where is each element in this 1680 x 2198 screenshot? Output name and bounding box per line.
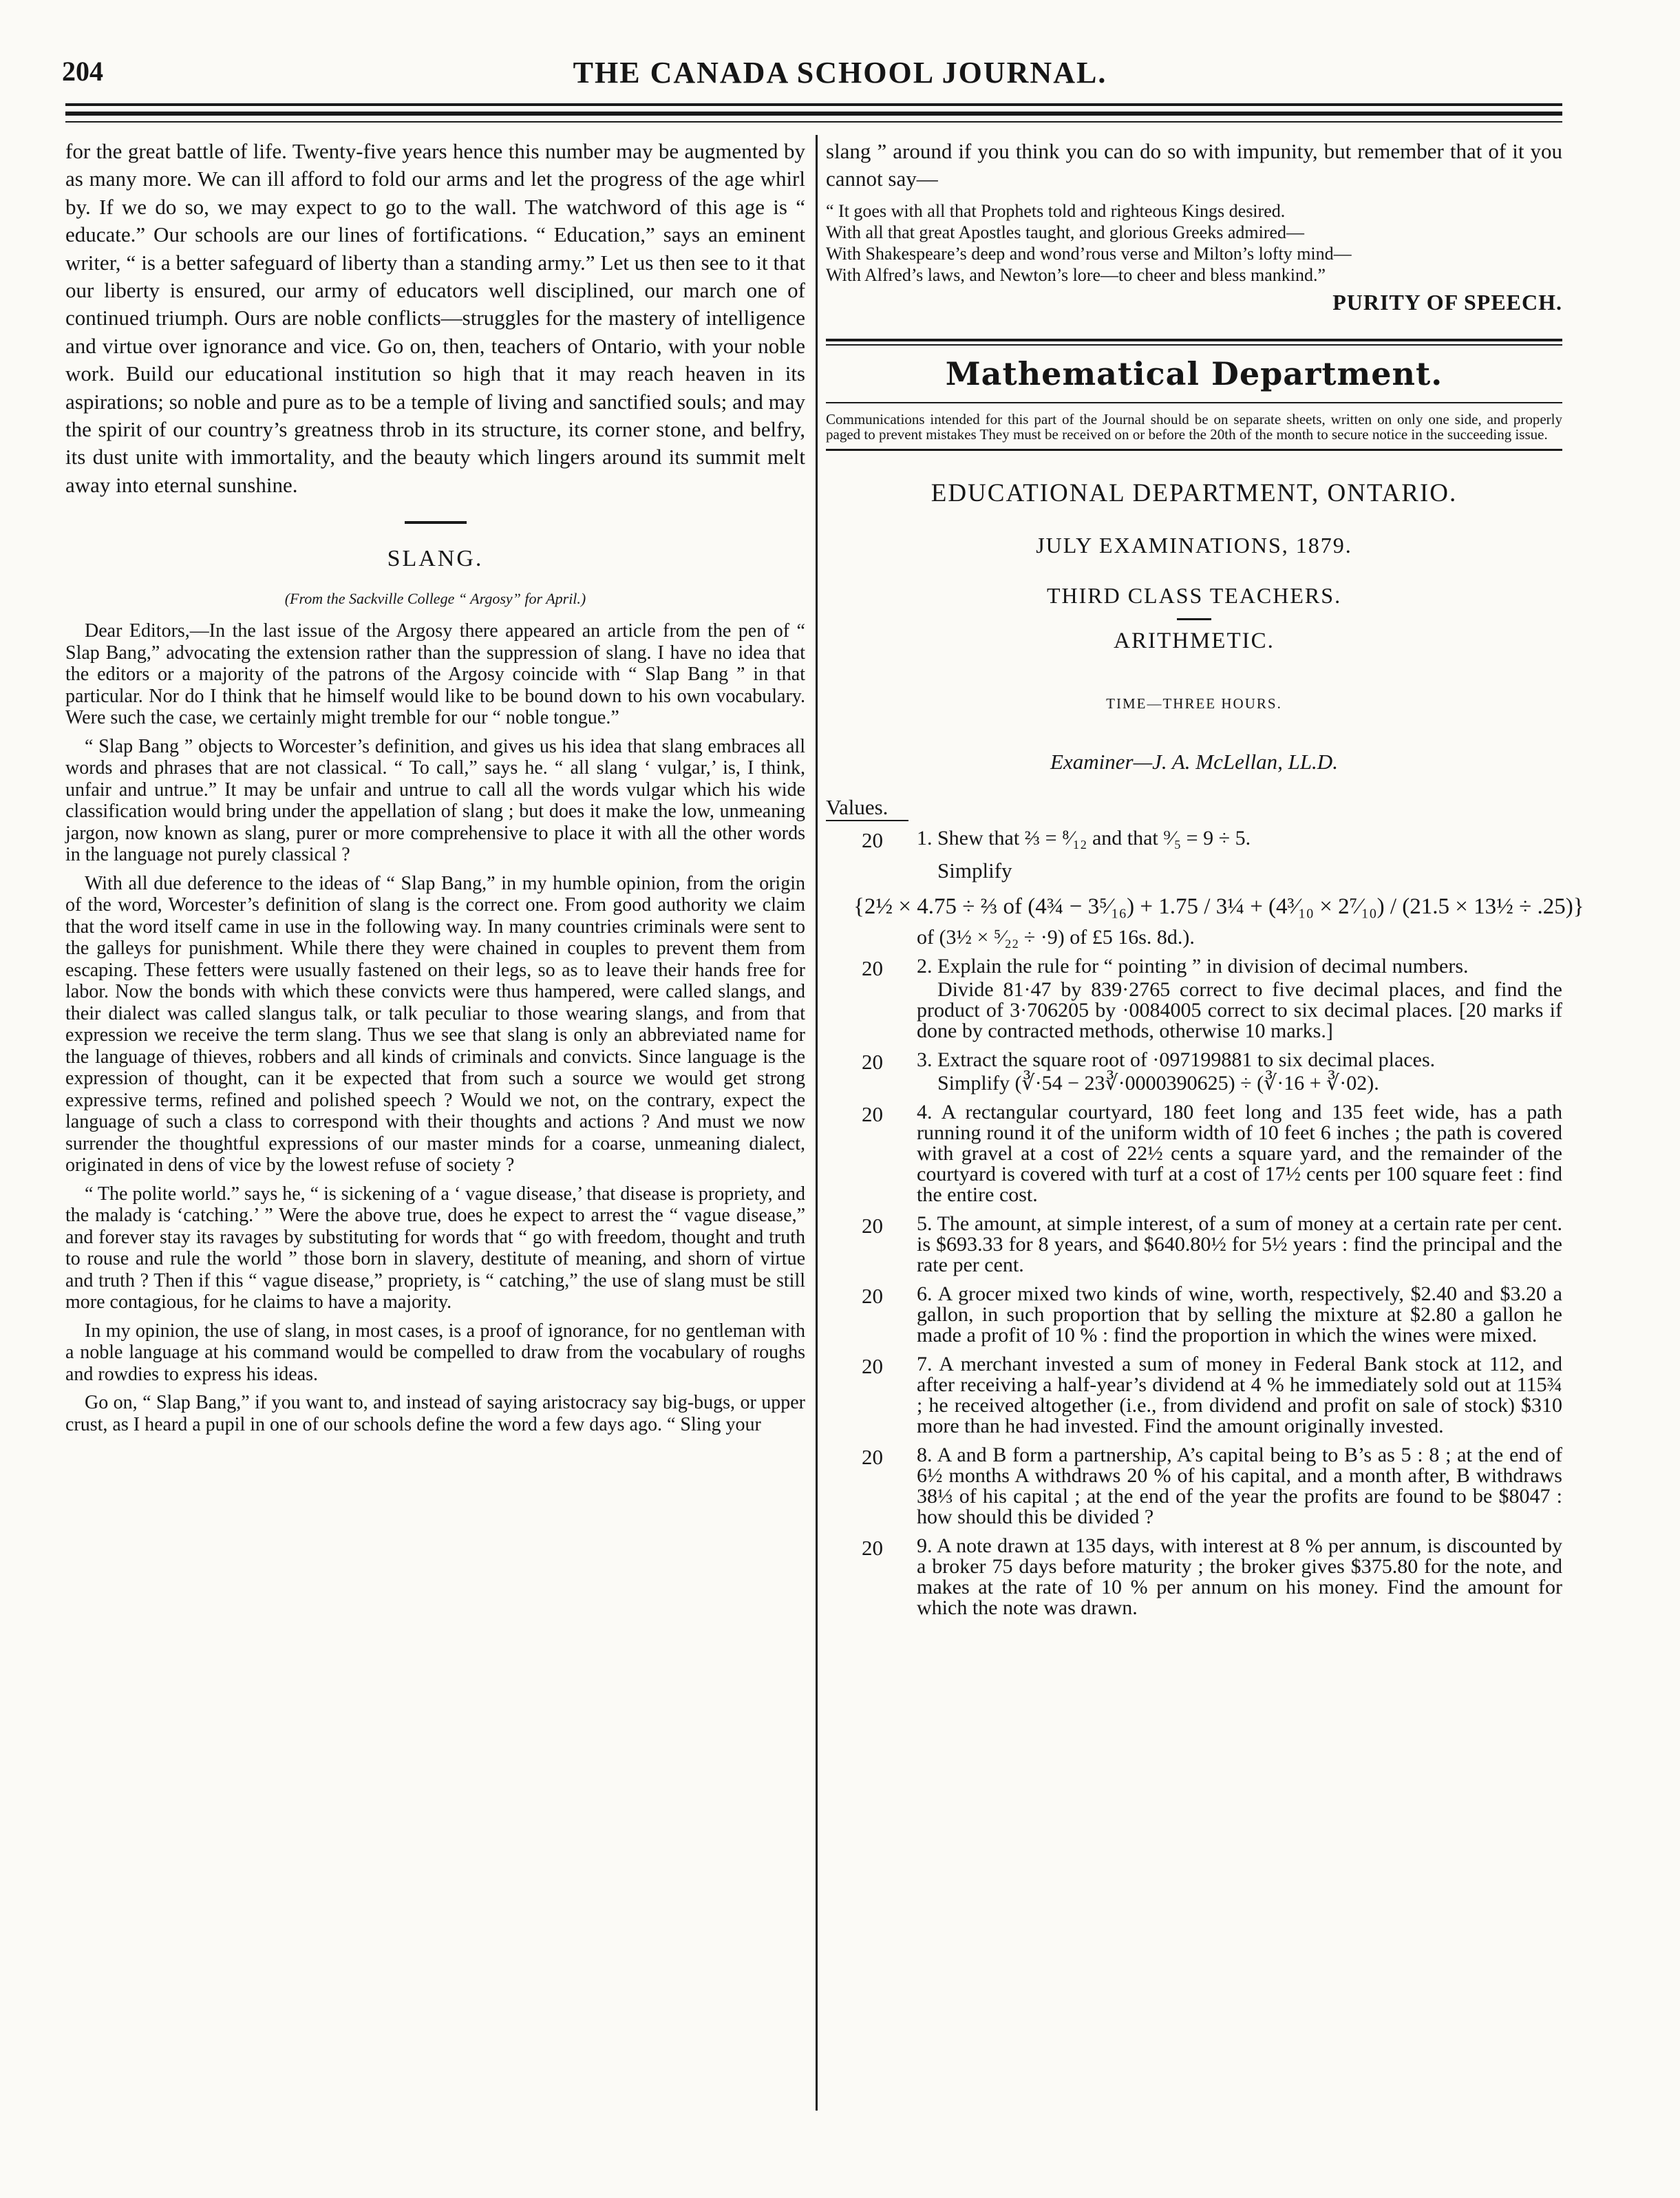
question-item <box>826 1284 1562 1346</box>
question-value: 20 <box>862 827 883 852</box>
poem-line: With Alfred’s laws, and Newton’s lore—to cheer and bless mankind.” <box>826 264 1326 285</box>
running-head: THE CANADA SCHOOL JOURNAL. <box>573 56 1107 89</box>
poem-line: “ It goes with all that Prophets told and righteous Kings desired. <box>826 200 1286 221</box>
column-separator <box>816 135 818 2111</box>
exam-time: TIME—THREE HOURS. <box>1106 695 1282 712</box>
slang-paragraph: Go on, “ Slap Bang,” if you want to, and instead of saying aristocracy say big-bugs, or upper crust, as I heard a pupil in one of our schools define the word a few days ago. “ Sling your <box>65 1392 805 1435</box>
question-value: 20 <box>862 1535 883 1560</box>
question-item <box>826 1214 1562 1276</box>
question-text: Divide 81·47 by 839·2765 correct to five decimal places, and find the product of 3·706205 by ·0084005 correct to six decimal places. [20 marks if done by contracted methods, otherwise 10 marks.] <box>917 978 1562 1042</box>
slang-continuation: slang ” around if you think you can do so with impunity, but remember that of it you cannot say— <box>826 139 1562 191</box>
slang-paragraph: “ The polite world.” says he, “ is sickening of a ‘ vague disease,’ that disease is propriety, and the malady is ‘catching.’ ” Were the above true, does he expect to arrest the “ vague disease,” and forever stay its ravages by substituting for words that “ go with freedom, thought and truth to rouse and rule the world ” those born in slavery, destitute of meaning, and shorn of virtue and truth ? Then if this “ vague disease,” propriety, is “ catching,” the use of slang must be still more contagious, for he claims to have a majority. <box>65 1183 805 1313</box>
question-text: Simplify (∛·54 − 23∛·0000390625) ÷ (∛·16 + ∛·02). <box>937 1071 1379 1095</box>
question-text: 8. A and B form a partnership, A’s capital being to B’s as 5 : 8 ; at the end of 6½ months A withdraws 20 % of his capital, and a month after, B withdraws 38⅓ of his capital ; at the end of the year the profits are found to be $8047 : how should this be divided ? <box>917 1443 1562 1528</box>
slang-paragraph: Dear Editors,—In the last issue of the Argosy there appeared an article from the pen of “ Slap Bang,” advocating the extension rather than the suppression of slang. I have no idea that the editors or a majority of the patrons of the Argosy coincide with “ Slap Bang ” in that particular. Nor do I think that he himself would like to be bound down to his own vocabulary. Were such the case, we certainly might tremble for our “ noble tongue.” <box>65 620 805 729</box>
page-number: 204 <box>62 56 103 87</box>
poem-quote <box>826 200 1562 286</box>
exam-class: THIRD CLASS TEACHERS. <box>1046 582 1342 608</box>
question-text: 5. The amount, at simple interest, of a sum of money at a certain rate per cent. is $693.33 for 8 years, and $640.80½ for 5½ years : find the principal and the rate per cent. <box>917 1212 1562 1276</box>
simplify-label: Simplify <box>937 858 1012 883</box>
question-text: 7. A merchant invested a sum of money in Federal Bank stock at 112, and after receiving a half-year’s dividend at 4 % he immediately sold out at 115¾ ; he received altogether (i.e., from dividend and profit on sale of stock) $310 more than he had invested. Find the amount originally invested. <box>917 1352 1562 1437</box>
dept-rule-top-thin <box>826 344 1562 346</box>
header-rule-thick <box>65 112 1562 116</box>
section-divider <box>405 521 467 524</box>
poem-line: With all that great Apostles taught, and glorious Greeks admired— <box>826 222 1305 242</box>
values-rule <box>826 820 908 821</box>
slang-paragraph: In my opinion, the use of slang, in most cases, is a proof of ignorance, for no gentleman with a noble language at his command would be compelled to draw from the vocabulary of roughs and rowdies to express his ideas. <box>65 1320 805 1385</box>
question-text: 9. A note drawn at 135 days, with interest at 8 % per annum, is discounted by a broker 75 days before maturity ; the broker gives $375.80 for the note, and makes at the rate of 10 % per annum on his money. Find the amount for which the note was drawn. <box>917 1534 1562 1619</box>
exam-date: JULY EXAMINATIONS, 1879. <box>1036 532 1352 558</box>
question-item <box>826 1536 1562 1618</box>
question-item <box>826 1354 1562 1437</box>
poem-line: With Shakespeare’s deep and wond’rous verse and Milton’s lofty mind— <box>826 243 1352 264</box>
left-column <box>65 138 805 1442</box>
slang-paragraph: With all due deference to the ideas of “ Slap Bang,” in my humble opinion, from the origin of the word, Worcester’s definition of slang is the correct one. From good authority we claim that the word itself came in use in the following way. In many countries criminals were sent to the galleys for punishment. While there they were chained in couples to prevent them from escaping. These fetters were usually fastened on their legs, so as to leave their hands free for labor. Now the bonds with which these convicts were thus hampered, were called slangs, and their dialect was called slangus talk, or talk peculiar to those wearing slangs, and from that expression we receive the term slang. Thus we see that slang is only an abbreviated name for the language of thieves, robbers and all kinds of criminals and convicts. Since language is the expression of thought, can it be expected that from such a source we would get strong expressive terms, refined and polished speech ? Would we not, on the contrary, expect the language of such a class to correspond with their thoughts and actions ? And must we now surrender the thoughtful expressions of our master minds for a coarse, unmeaning dialect, originated in dens of vice by the lowest refuse of society ? <box>65 872 805 1176</box>
question-item <box>826 1050 1562 1094</box>
subject-divider <box>1177 618 1211 620</box>
dept-rule-mid <box>826 402 1562 403</box>
header-rule-bottom <box>65 121 1562 123</box>
exam-heading: EDUCATIONAL DEPARTMENT, ONTARIO. <box>931 478 1458 507</box>
examiner: Examiner—J. A. McLellan, LL.D. <box>1050 749 1338 774</box>
question-item <box>826 828 1562 883</box>
question-text: 2. Explain the rule for “ pointing ” in division of decimal numbers. <box>917 954 1469 978</box>
question-text: 3. Extract the square root of ·097199881 to six decimal places. <box>917 1048 1436 1071</box>
question-text: 1. Shew that ⅔ = ⁸⁄₁₂ and that ⁹⁄₅ = 9 ÷ 5. <box>917 826 1251 849</box>
slang-source: (From the Sackville College “ Argosy” for April.) <box>284 590 586 608</box>
values-label: Values. <box>826 794 889 819</box>
question-item <box>826 1445 1562 1528</box>
slang-heading: SLANG. <box>387 546 484 572</box>
question-text: 4. A rectangular courtyard, 180 feet long and 135 feet wide, has a path running round it of the uniform width of 10 feet 6 inches ; the path is covered with gravel at a cost of 22½ cents a square yard, and the remainder of the courtyard is covered with turf at a cost of 17½ cents per 100 square feet : find the entire cost. <box>917 1100 1562 1206</box>
education-paragraph: for the great battle of life. Twenty-five years hence this number may be augmented by as many more. We can ill afford to fold our arms and let the progress of the age whirl by. If we do so, we may expect to go to the wall. The watchword of this age is “ educate.” Our schools are our lines of fortifications. “ Education,” says an eminent writer, “ is a better safeguard of liberty than a standing army.” Let us then see to it that our liberty is ensured, our army of educators well disciplined, our march one of continued triumph. Ours are noble conflicts—struggles for the mastery of intelligence and virtue over ignorance and vice. Go on, then, teachers of Ontario, with your noble work. Build our educational institution so high that it may reach heaven in its aspirations; so noble and pure as to be a temple of living and sanctified souls; and may the spirit of our country’s greatness throb in its structure, its corner stone, and belfry, its dust unite with immortality, and the beauty which lingers around its summit melt away into eternal sunshine. <box>65 139 805 497</box>
question-item <box>826 956 1562 1042</box>
question-value: 20 <box>862 1444 883 1469</box>
dept-rule-bottom <box>826 449 1562 451</box>
exam-subject: ARITHMETIC. <box>1114 628 1275 653</box>
math-expression-tail: of (3½ × ⁵⁄₂₂ ÷ ·9) of £5 16s. 8d.). <box>917 925 1195 949</box>
question-value: 20 <box>862 1049 883 1074</box>
slang-paragraph: “ Slap Bang ” objects to Worcester’s definition, and gives us his idea that slang embraces all words and phrases that are not classical. “ To call,” says he. “ all slang ‘ vulgar,’ is, I think, unfair and untrue.” It may be unfair and untrue to call all the words vulgar which his wide classification would bring under the appellation of slang ; but does it make the low, unmeaning jargon, now known as slang, purer or more comprehensive to place it with all the other words in the language not purely classical ? <box>65 735 805 866</box>
math-expression: {2½ × 4.75 ÷ ⅔ of (4¾ − 3⁵⁄₁₆) + 1.75 / 3¼ + (4³⁄₁₀ × 2⁷⁄₁₀) / (21.5 × 13½ ÷ .25)} <box>853 894 1584 919</box>
header-rule-top <box>65 103 1562 106</box>
right-column <box>826 138 1584 1627</box>
question-value: 20 <box>862 1213 883 1238</box>
question-value: 20 <box>862 1353 883 1378</box>
article-signature: PURITY OF SPEECH. <box>1332 289 1562 315</box>
dept-rule-top <box>826 339 1562 341</box>
question-value: 20 <box>862 1101 883 1126</box>
department-title: Mathematical Department. <box>945 355 1443 392</box>
question-value: 20 <box>862 955 883 980</box>
communications-note: Communications intended for this part of the Journal should be on separate sheets, written on only one side, and properly paged to prevent mistakes They must be received on or before the 20th of the month to secure notice in the succeeding issue. <box>826 410 1562 443</box>
question-text: 6. A grocer mixed two kinds of wine, worth, respectively, $2.40 and $3.20 a gallon, in such proportion that by selling the mixture at $2.80 a gallon he made a profit of 10 % : find the proportion in which the wines were mixed. <box>917 1282 1562 1346</box>
question-value: 20 <box>862 1283 883 1308</box>
question-item <box>826 1102 1562 1205</box>
